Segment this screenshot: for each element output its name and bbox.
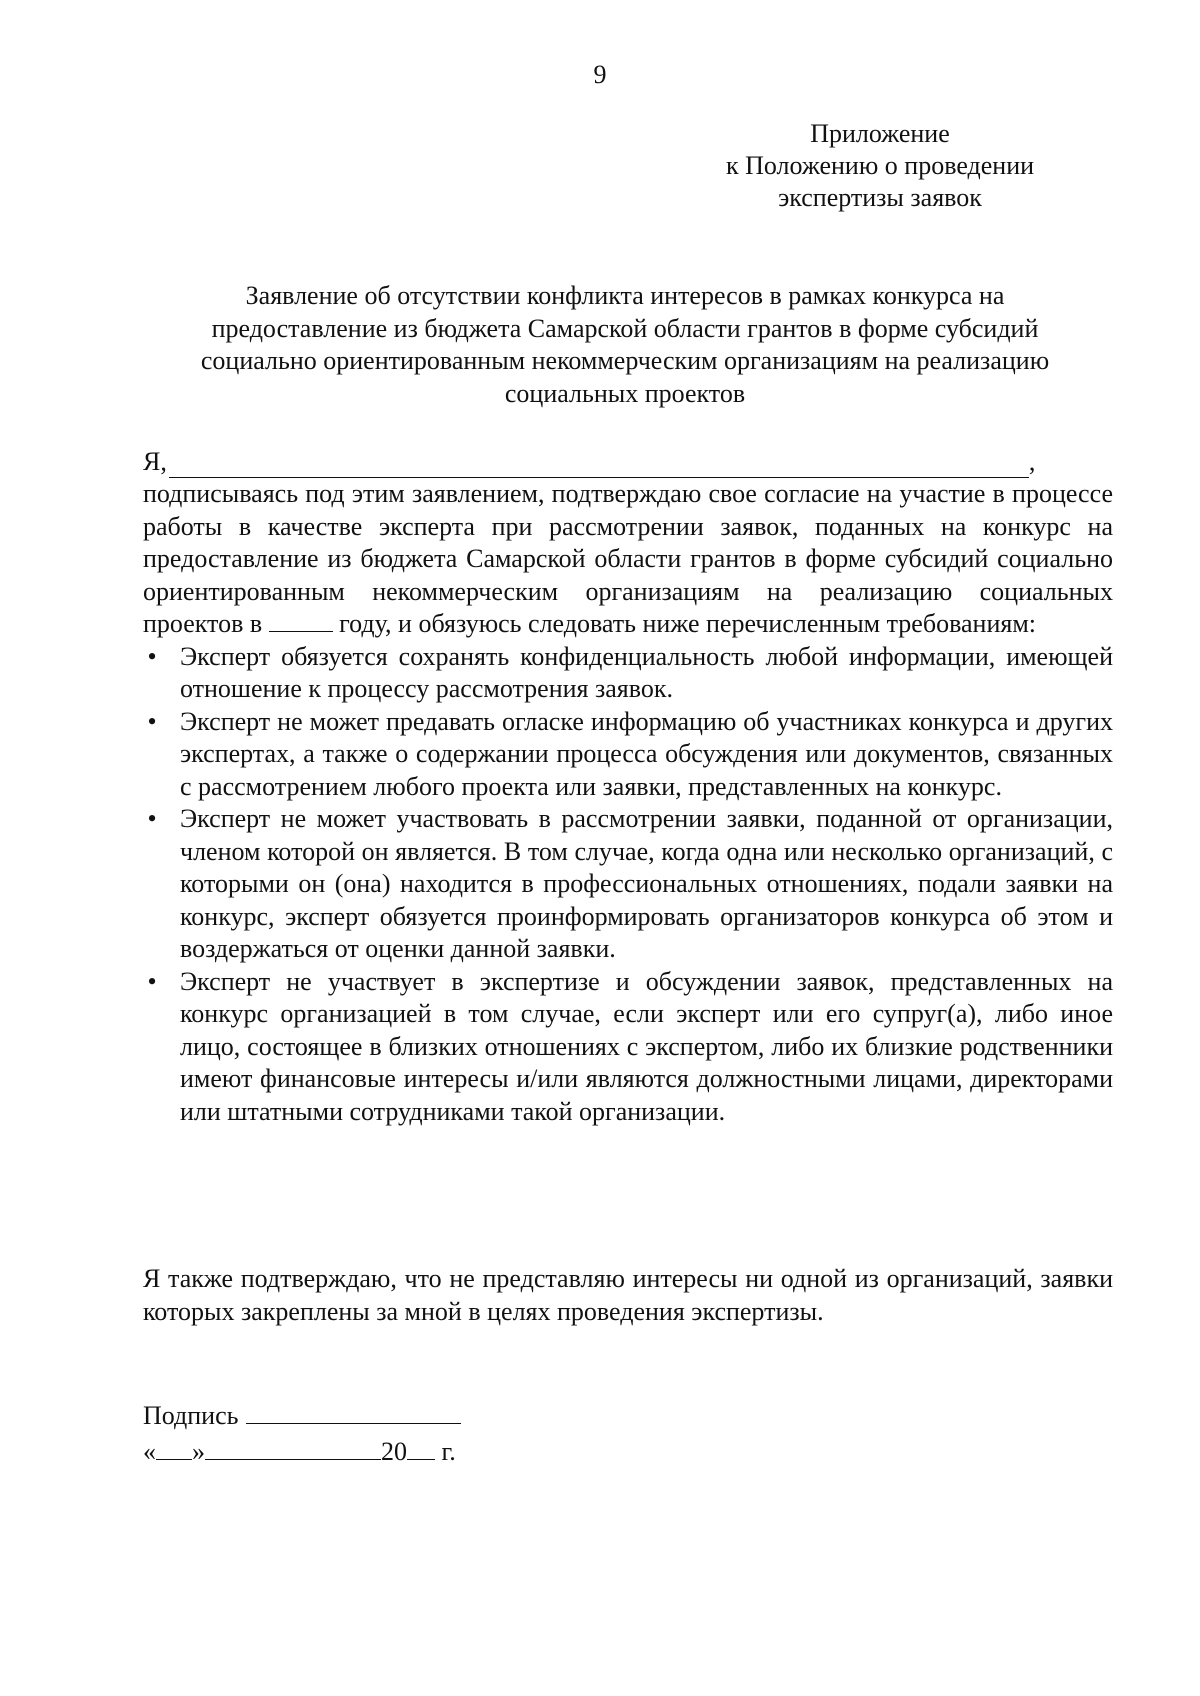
- requirement-text: Эксперт обязуется сохранять конфиденциальность любой информации, имеющей отношение к процессу рассмотрения заявок.: [180, 641, 1113, 703]
- document-title: [140, 280, 1110, 410]
- bullet-icon: •: [147, 706, 157, 736]
- year-suffix-blank-field[interactable]: [407, 1437, 435, 1460]
- consent-text-before-year: подписываясь под этим заявлением, подтверждаю свое согласие на участие в процессе работы в качестве эксперта при рассмотрении заявок, поданных на конкурс на предоставление из бюджета Самарской области грантов в форме субсидий социально ориентированным некоммерческим организациям на реализацию социальных проектов в: [143, 479, 1113, 638]
- requirement-text: Эксперт не может предавать огласке информацию об участниках конкурса и других экспертах, а также о содержании процесса обсуждения или документов, связанных с рассмотрением любого проекта или заявки, представленных на конкурс.: [180, 706, 1113, 801]
- date-row: [143, 1434, 461, 1470]
- statement-body: [143, 444, 1113, 1128]
- title-line-3: социально ориентированным некоммерческим организациям на реализацию: [200, 346, 1050, 375]
- date-close-quote: »: [192, 1437, 205, 1466]
- list-item: [143, 966, 1113, 1129]
- bullet-icon: •: [147, 641, 157, 671]
- year-blank-field[interactable]: [269, 609, 333, 632]
- month-blank-field[interactable]: [205, 1437, 381, 1460]
- title-line-4: социальных проектов: [504, 378, 746, 408]
- appendix-line-3: экспертизы заявок: [778, 183, 982, 212]
- list-item: [143, 706, 1113, 804]
- year-suffix-label: г.: [441, 1437, 456, 1466]
- consent-paragraph: [143, 478, 1113, 641]
- date-open-quote: «: [143, 1437, 156, 1466]
- title-line-2: предоставление из бюджета Самарской области грантов в форме субсидий: [211, 313, 1039, 343]
- name-line: [143, 444, 1113, 478]
- signature-label: Подпись: [143, 1401, 239, 1430]
- requirements-list: [143, 641, 1113, 1129]
- consent-text-after-year: году, и обязуюсь следовать ниже перечисленным требованиям:: [339, 609, 1037, 638]
- appendix-header: [680, 118, 1080, 214]
- appendix-line-2: к Положению о проведении: [725, 151, 1035, 180]
- name-comma: ,: [1028, 446, 1036, 476]
- year-prefix: 20: [381, 1437, 407, 1466]
- confirmation-paragraph: Я также подтверждаю, что не представляю интересы ни одной из организаций, заявки которых закреплены за мной в целях проведения экспертизы.: [143, 1264, 1113, 1326]
- signature-block: [143, 1398, 461, 1470]
- title-line-1: Заявление об отсутствии конфликта интересов в рамках конкурса на: [245, 281, 1005, 310]
- signature-row: [143, 1398, 461, 1434]
- requirement-text: Эксперт не может участвовать в рассмотрении заявки, поданной от организации, членом которой он является. В том случае, когда одна или несколько организаций, с которыми он (она) находится в профессиональных отношениях, подали заявки на конкурс, эксперт обязуется проинформировать организаторов конкурса об этом и воздержаться от оценки данной заявки.: [180, 804, 1113, 963]
- list-item: [143, 803, 1113, 966]
- bullet-icon: •: [147, 966, 157, 996]
- requirement-text: Эксперт не участвует в экспертизе и обсуждении заявок, представленных на конкурс организацией в том случае, если эксперт или его супруг(а), либо иное лицо, состоящее в близких отношениях с экспертом, либо их близкие родственники имеют финансовые интересы и/или являются должностными лицами, директорами или штатными сотрудниками такой организации.: [180, 966, 1113, 1126]
- bullet-icon: •: [147, 804, 157, 833]
- appendix-line-1: Приложение: [810, 119, 950, 148]
- name-blank-field[interactable]: [169, 453, 1029, 478]
- list-item: [143, 641, 1113, 706]
- i-label: Я,: [143, 446, 167, 476]
- day-blank-field[interactable]: [156, 1437, 192, 1460]
- signature-blank-field[interactable]: [246, 1401, 461, 1424]
- page-number: 9: [593, 60, 607, 89]
